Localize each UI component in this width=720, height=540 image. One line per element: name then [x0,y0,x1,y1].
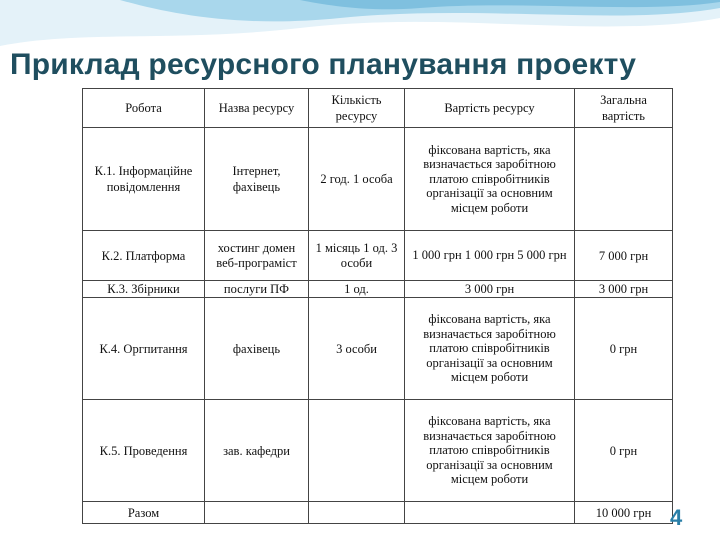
table-row [83,128,673,231]
table-row [83,231,673,281]
resource-table [82,88,673,524]
row2-cost: 1 000 грн 1 000 грн 5 000 грн [405,231,575,281]
row5-quantity [309,400,405,502]
row4-resource: фахівець [205,298,309,400]
row2-resource: хостинг домен веб-програміст [205,231,309,281]
total-label: Разом [83,502,205,524]
row2-quantity: 1 місяць 1 од. 3 особи [309,231,405,281]
row3-resource: послуги ПФ [205,281,309,298]
total-empty-3 [405,502,575,524]
header-cost: Вартість ресурсу [405,89,575,128]
header-total: Загальна вартість [575,89,673,128]
row1-cost: фіксована вартість, яка визначається заробітною платою співробітників організації за основним місцем роботи [405,128,575,231]
row2-total: 7 000 грн [575,231,673,281]
row1-resource: Інтернет, фахівець [205,128,309,231]
row1-total [575,128,673,231]
row1-work: К.1. Інформаційне повідомлення [83,128,205,231]
row5-resource: зав. кафедри [205,400,309,502]
table-row [83,400,673,502]
header-resource: Назва ресурсу [205,89,309,128]
table-header-row [83,89,673,128]
header-quantity: Кількість ресурсу [309,89,405,128]
row5-work: К.5. Проведення [83,400,205,502]
row5-cost: фіксована вартість, яка визначається заробітною платою співробітників організації за основним місцем роботи [405,400,575,502]
total-empty-2 [309,502,405,524]
total-value: 10 000 грн [575,502,673,524]
row3-quantity: 1 од. [309,281,405,298]
table-total-row [83,502,673,524]
slide-title: Приклад ресурсного планування проекту [10,48,637,81]
row3-work: К.3. Збірники [83,281,205,298]
table-row [83,298,673,400]
row4-work: К.4. Оргпитання [83,298,205,400]
header-work: Робота [83,89,205,128]
row3-total: 3 000 грн [575,281,673,298]
row3-cost: 3 000 грн [405,281,575,298]
row2-work: К.2. Платформа [83,231,205,281]
total-empty-1 [205,502,309,524]
row4-cost: фіксована вартість, яка визначається заробітною платою співробітників організації за основним місцем роботи [405,298,575,400]
row4-total: 0 грн [575,298,673,400]
row5-total: 0 грн [575,400,673,502]
page-number: 4 [670,505,683,530]
table-row [83,281,673,298]
row1-quantity: 2 год. 1 особа [309,128,405,231]
row4-quantity: 3 особи [309,298,405,400]
